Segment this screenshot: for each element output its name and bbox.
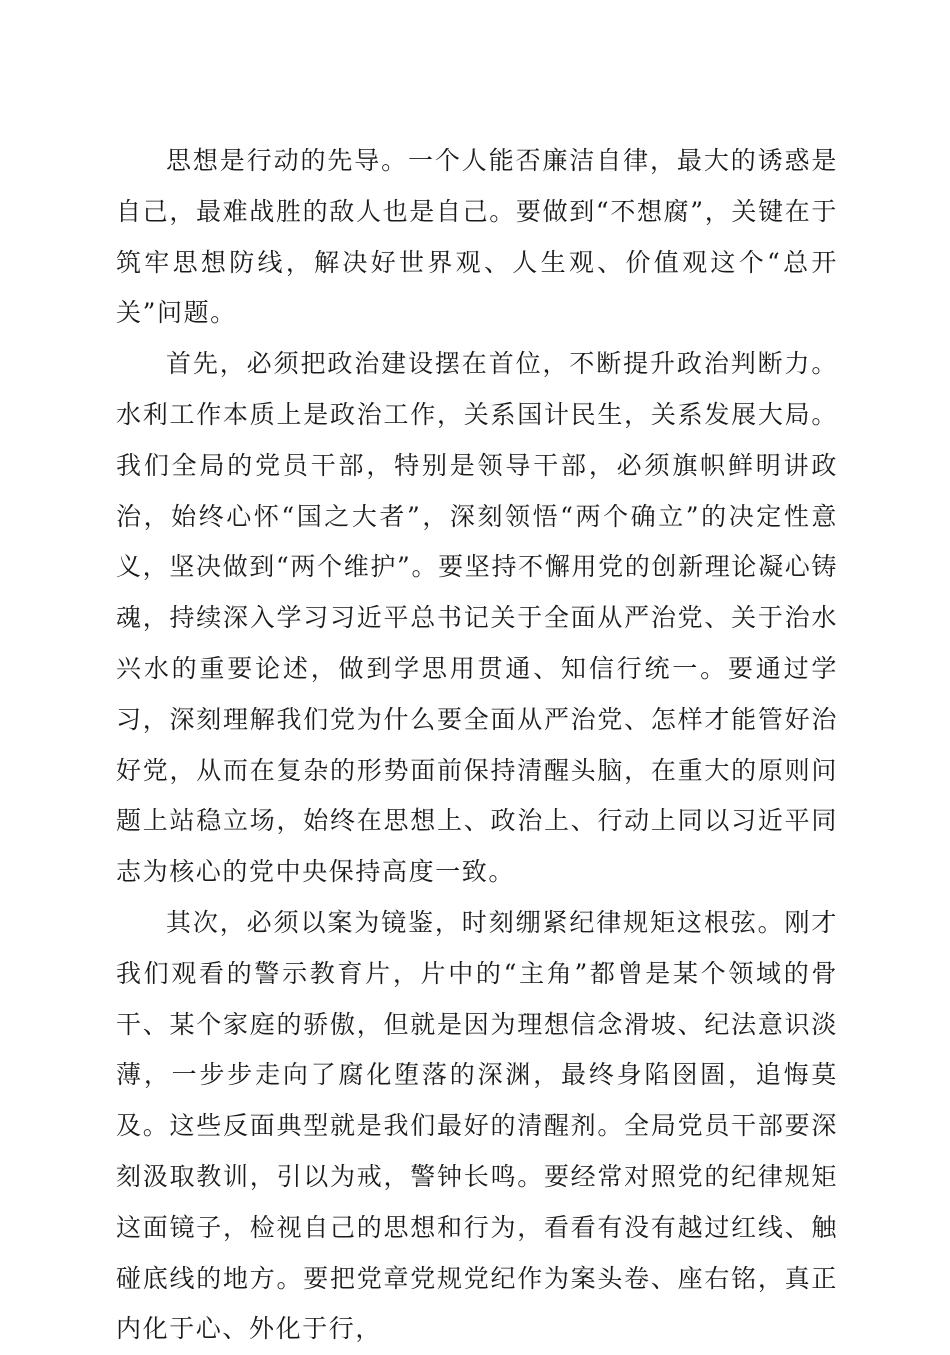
paragraph-case-warning: 其次，必须以案为镜鉴，时刻绷紧纪律规矩这根弦。刚才我们观看的警示教育片，片中的“主角”都曾是某个领域的骨干、某个家庭的骄傲，但就是因为理想信念滑坡、纪法意识淡薄，一步步走向了腐化堕落的深渊，最终身陷囹圄，追悔莫及。这些反面典型就是我们最好的清醒剂。全局党员干部要深刻汲取教训，引以为戒，警钟长鸣。要经常对照党的纪律规矩这面镜子，检视自己的思想和行为，看看有没有越过红线、触碰底线的地方。要把党章党规党纪作为案头卷、座右铭，真正内化于心、外化于行， xyxy=(116,907,838,1344)
paragraph-ideology: 思想是行动的先导。一个人能否廉洁自律，最大的诱惑是自己，最难战胜的敌人也是自己。要做到“不想腐”，关键在于筑牢思想防线，解决好世界观、人生观、价值观这个“总开关”问题。 xyxy=(116,146,838,328)
document-body xyxy=(116,136,838,1355)
paragraph-political-building: 首先，必须把政治建设摆在首位，不断提升政治判断力。水利工作本质上是政治工作，关系国计民生，关系发展大局。我们全局的党员干部，特别是领导干部，必须旗帜鲜明讲政治，始终心怀“国之大者”，深刻领悟“两个确立”的决定性意义，坚决做到“两个维护”。要坚持不懈用党的创新理论凝心铸魂，持续深入学习习近平总书记关于全面从严治党、关于治水兴水的重要论述，做到学思用贯通、知信行统一。要通过学习，深刻理解我们党为什么要全面从严治党、怎样才能管好治好党，从而在复杂的形势面前保持清醒头脑，在重大的原则问题上站稳立场，始终在思想上、政治上、行动上同以习近平同志为核心的党中央保持高度一致。 xyxy=(116,349,838,887)
